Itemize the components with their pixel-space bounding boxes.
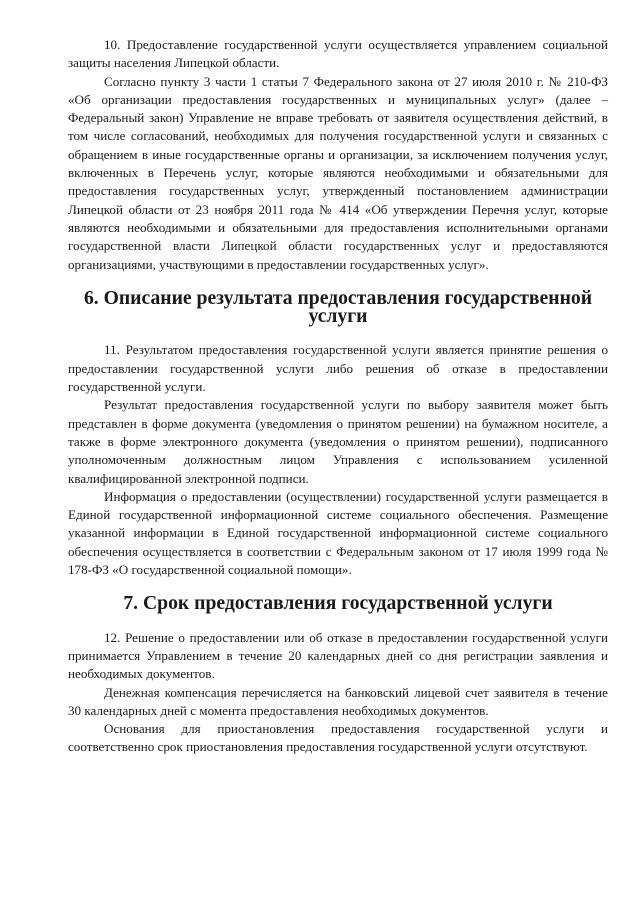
section-6-heading: 6. Описание результата предоставления государственной услуги xyxy=(83,286,593,328)
document-page xyxy=(68,36,608,757)
paragraph-federal-law: Согласно пункту 3 части 1 статьи 7 Федерального закона от 27 июля 2010 г. № 210-ФЗ «Об организации предоставления государственных и муниципальных услуг» (далее – Федеральный закон) Управление не вправе требовать от заявителя осуществления действий, в том числе согласований, необходимых для получения государственной услуги и связанных с обращением в иные государственные органы и организации, за исключением получения услуг, включенных в Перечень услуг, которые являются необходимыми и обязательными для предоставления государственных услуг, утвержденный постановлением администрации Липецкой области от 23 ноября 2011 года № 414 «Об утверждении Перечня услуг, которые являются необходимыми и обязательными для предоставления исполнительными органами государственной власти Липецкой области государственных услуг и предоставляются организациями, участвующими в предоставлении государственных услуг». xyxy=(68,73,608,272)
paragraph-10: 10. Предоставление государственной услуги осуществляется управлением социальной защиты населения Липецкой области. xyxy=(68,37,608,71)
paragraph-suspension: Основания для приостановления предоставления государственной услуги и соответственно срок приостановления предоставления государственной услуги отсутствуют. xyxy=(68,721,608,755)
paragraph-result-form: Результат предоставления государственной услуги по выбору заявителя может быть представлен в форме документа (уведомления о принятом решении) на бумажном носителе, а также в форме электронного документа (уведомления о принятом решении), подписанного уполномоченным должностным лицом Управления с использованием усиленной квалифицированной электронной подписи. xyxy=(68,397,608,486)
paragraph-11: 11. Результатом предоставления государственной услуги является принятие решения о предоставлении государственной услуги либо решения об отказе в предоставлении государственной услуги. xyxy=(68,342,608,395)
paragraph-compensation: Денежная компенсация перечисляется на банковский лицевой счет заявителя в течение 30 календарных дней с момента предоставления необходимых документов. xyxy=(68,684,608,718)
paragraph-information: Информация о предоставлении (осуществлении) государственной услуги размещается в Единой государственной информационной системе социального обеспечения. Размещение указанной информации в Единой государственной информационной системе социального обеспечения осуществляется в соответствии с Федеральным законом от 17 июля 1999 года № 178-ФЗ «О государственной социальной помощи». xyxy=(68,488,608,578)
paragraph-12: 12. Решение о предоставлении или об отказе в предоставлении государственной услуги принимается Управлением в течение 20 календарных дней со дня регистрации заявления и необходимых документов. xyxy=(68,629,608,682)
section-7-heading: 7. Срок предоставления государственной услуги xyxy=(123,592,553,615)
